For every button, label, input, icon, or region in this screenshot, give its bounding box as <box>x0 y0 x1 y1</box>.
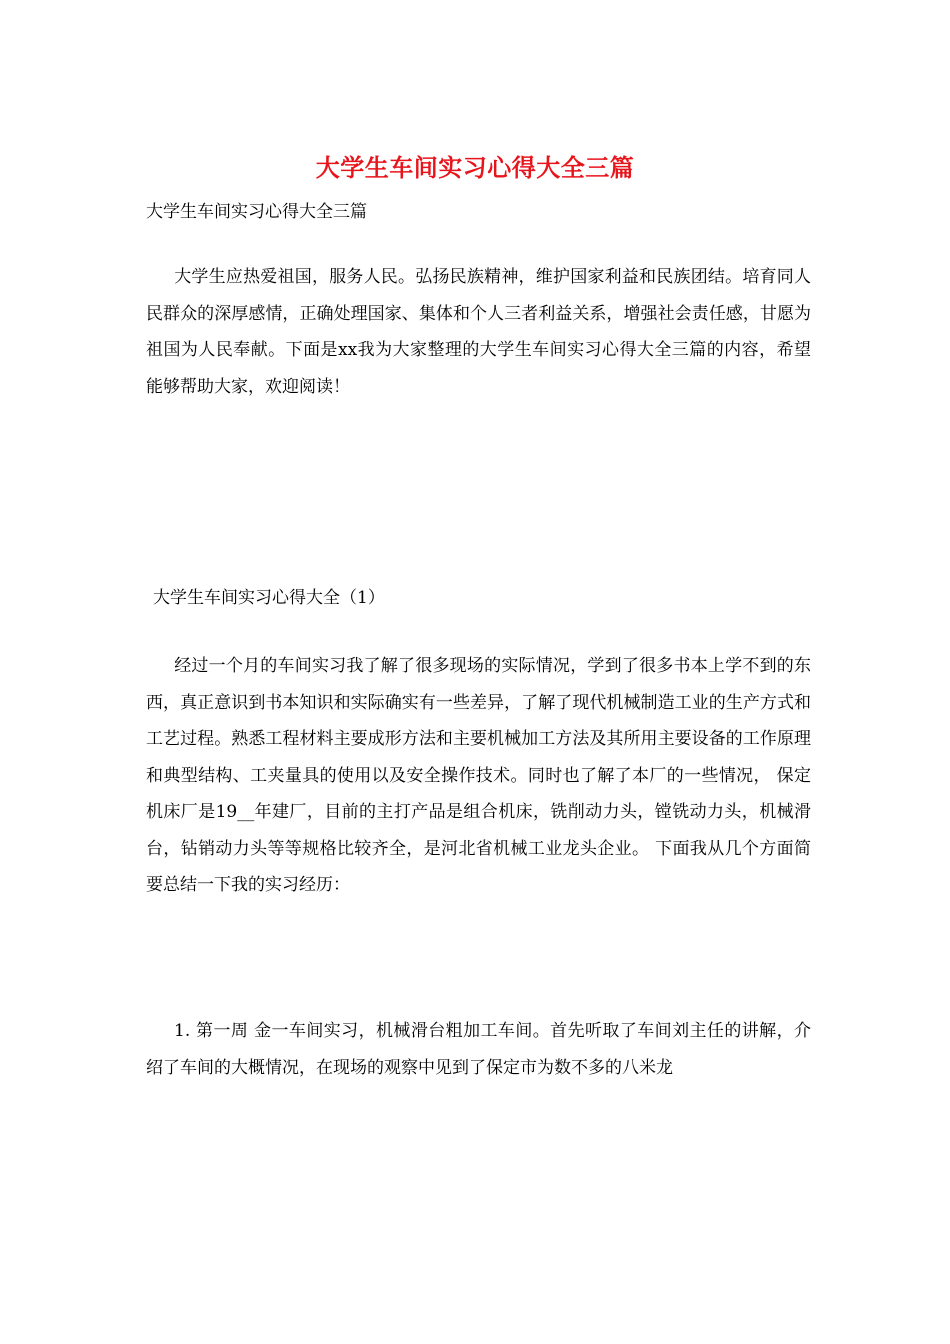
week1-text: 1. 第一周 金一车间实习，机械滑台粗加工车间。首先听取了车间刘主任的讲解，介绍了车间的大概情况，在现场的观察中见到了保定市为数不多的八米龙 <box>146 1021 811 1078</box>
document-title: 大学生车间实习心得大全三篇 <box>315 153 635 182</box>
intro-text: 大学生应热爱祖国，服务人民。弘扬民族精神，维护国家利益和民族团结。培育同人民群众的深厚感情，正确处理国家、集体和个人三者利益关系，增强社会责任感，甘愿为祖国为人民奉献。下面是xx我为大家整理的大学生车间实习心得大全三篇的内容，希望能够帮助大家，欢迎阅读！ <box>146 267 811 397</box>
body-text: 经过一个月的车间实习我了解了很多现场的实际情况，学到了很多书本上学不到的东西，真正意识到书本知识和实际确实有一些差异，了解了现代机械制造工业的生产方式和工艺过程。熟悉工程材料主要成形方法和主要机械加工方法及其所用主要设备的工作原理和典型结构、工夹量具的使用以及安全操作技术。同时也了解了本厂的一些情况， 保定机床厂是19__年建厂，目前的主打产品是组合机床，铣削动力头，镗铣动力头，机械滑台，钻销动力头等等规格比较齐全，是河北省机械工业龙头企业。 下面我从几个方面简要总结一下我的实习经历： <box>146 656 811 895</box>
document-subtitle: 大学生车间实习心得大全三篇 <box>146 202 367 222</box>
section-heading: 大学生车间实习心得大全（1） <box>153 588 385 608</box>
week1-paragraph <box>146 1013 811 1086</box>
body-paragraph <box>146 648 811 904</box>
intro-paragraph <box>146 259 811 405</box>
